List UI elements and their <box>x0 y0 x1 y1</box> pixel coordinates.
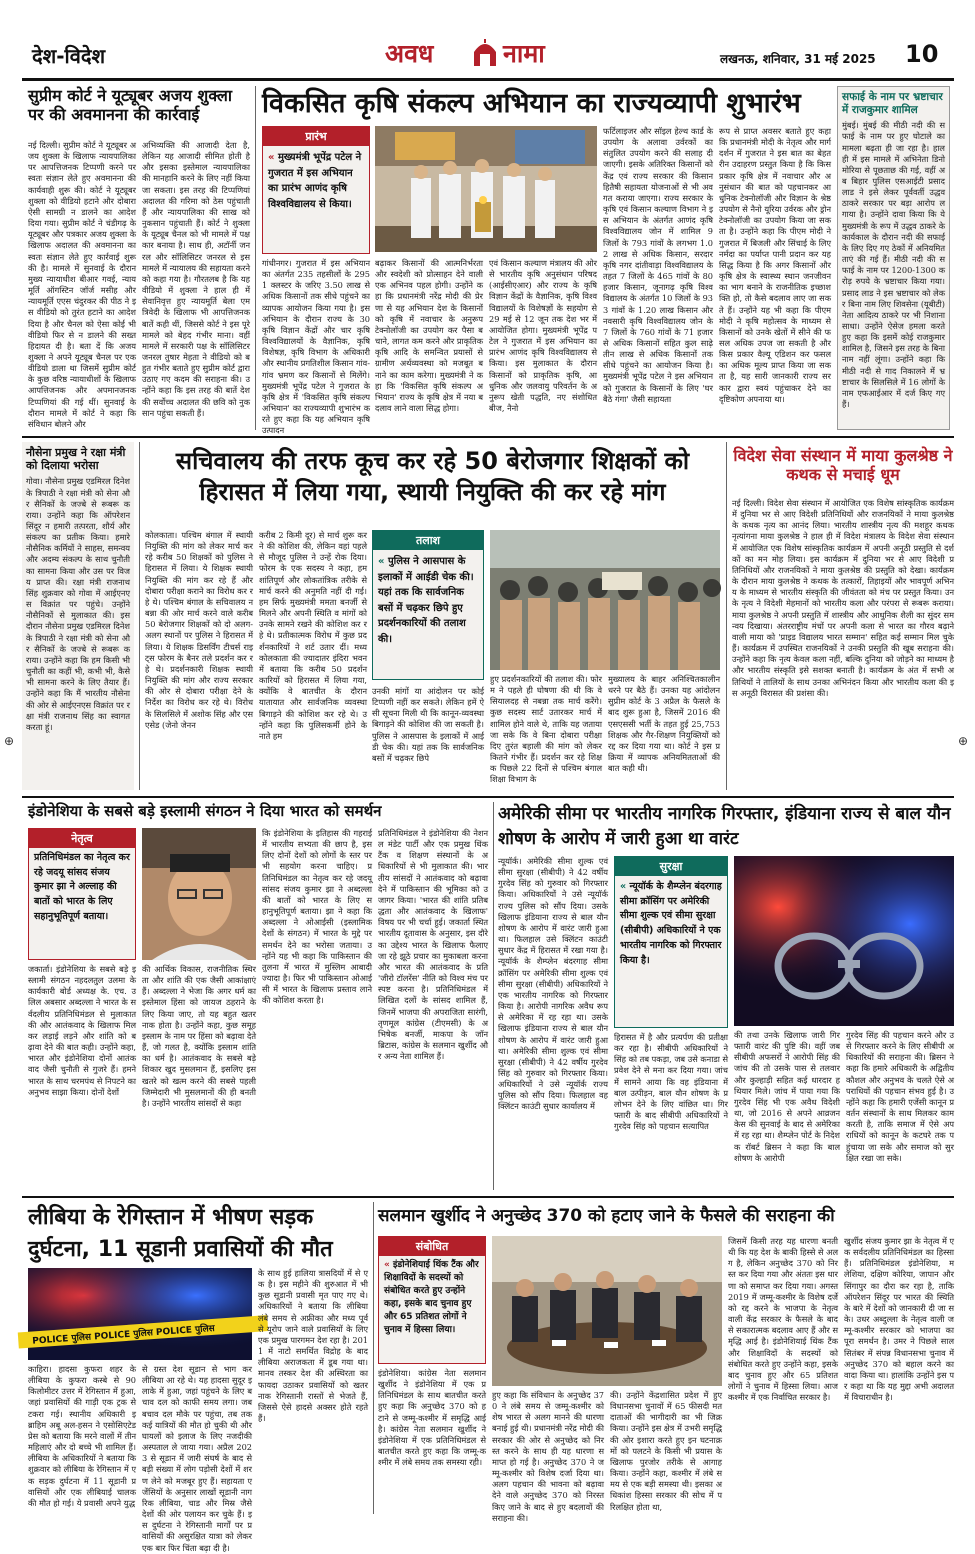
story2-quote: « मुख्यमंत्री भूपेंद्र पटेल ने गुजरात में इस अभियान का प्रारंभ आणंद कृषि विश्वविद्यालय से किया। <box>268 152 362 210</box>
story10-col5: खुर्शीद संजय कुमार झा के नेतृत्व में एक सर्वदलीय प्रतिनिधिमंडल का हिस्सा हैं। प्रतिनिधिमंडल इंडोनेशिया, मलेशिया, दक्षिण कोरिया, जापान और सिंगापुर का दौरा कर रहा है, ताकि ऑपरेशन सिंदूर पर भारत की स्थिति के बारे में देशों को जानकारी दी जा सके। उधर अब्दुल्ला के नेतृत्व वाली जम्मू-कश्मीर सरकार को भाजपा का पूरा समर्थन है। उमर ने पिछले साल सितंबर में संपन्न विधानसभा चुनाव में अनुच्छेद 370 को बहाल करने का वादा किया था। हालांकि उन्होंने इस पर कहा था कि यह मुद्दा अभी अदालत में विचाराधीन है। <box>844 1236 954 1403</box>
paper-logo-left: अवध <box>385 39 434 68</box>
story9-headline: लीबिया के रेगिस्तान में भीषण सड़क दुर्घटना, 11 सूडानी प्रवासियों की मौत <box>28 1205 333 1262</box>
registration-mark-icon: ⊕ <box>4 734 15 748</box>
story2-col3: एवं किसान कल्याण मंत्रालय की ओर से भारतीय कृषि अनुसंधान परिषद (आईसीएआर) और राज्य के कृषि विज्ञान केंद्रों के वैज्ञानिक, कृषि विश्वविद्यालयों के विशेषज्ञों के सहयोग से 29 मई से 12 जून तक देश भर में आयोजित होगा। मुख्यमंत्री भूपेंद्र पटेल ने गुजरात में इस अभियान का प्रारंभ आणंद कृषि विश्वविद्यालय से किया। इस मुलाकात के दौरान किसानों को प्राकृतिक कृषि, आधुनिक और जलवायु परिवर्तन के अनुरूप खेती पद्धति, नए संशोधित बीज, नैनो <box>489 258 597 414</box>
story2-box-label: प्रारंभ <box>263 127 369 146</box>
masthead <box>0 0 975 80</box>
story5-col4: हुए प्रदर्शनकारियों की तलाश की। फोरम ने पहले ही घोषणा की थी कि वे सियालदह से नबन्ना तक मार्च करेंगे। कुछ सदस्य सार्ट उतारकर मार्च में शामिल होने वाले थे, ताकि यह जताया जा सके कि वे बिना दोबारा परीक्षा दिए तुरंत बहाली की मांग को लेकर कितने गंभीर हैं। प्रदर्शन कर रहे शिक्षक पिछले 22 दिनों से पश्चिम बंगाल शिक्षा विभाग के <box>490 674 602 785</box>
story10-quote: « इंडोनेशियाई थिंक टैंक और शिक्षाविदों के सदस्यों को संबोधित करते हुए उन्होंने कहा, इसके बाद चुनाव हुए और 65 प्रतिशत लोगों ने चुनाव में हिस्सा लिया। <box>384 1260 479 1336</box>
story10-photo-meeting <box>492 1236 722 1386</box>
registration-mark-icon: ⊕ <box>958 734 969 748</box>
story7-col2: की आर्थिक विकास, राजनीतिक स्थिरता और शांति की एक जैसी आकांक्षाएं हैं। अब्दल्ला ने भेजा कि अगर धर्म का इस्तेमाल हिंसा को जायज ठहराने के लिए किया जाए, तो यह बहुत खतरनाक होता है। उन्होंने कहा, कुछ समूह इस्लाम के नाम पर हिंसा को बढ़ावा देते हैं, जो गलत है, क्योंकि इस्लाम शांति का धर्म है। आतंकवाद के सबसे बड़े शिकार खुद मुसलमान हैं, इसलिए इस खतरे को खत्म करने की सबसे पहली जिम्मेदारी भी मुसलमानों की ही बनती है। उन्होंने भारतीय सांसदों से कहा <box>142 964 256 1108</box>
divider <box>139 442 140 790</box>
story1-headline: सुप्रीम कोर्ट ने यूट्यूबर अजय शुक्ला पर की अवमानना की कार्रवाई <box>28 86 233 125</box>
story9-col2: से ग्रस्त देश सूडान से भाग कर लीबिया आ रहे थे। यह हादसा सुदूर इलाके में हुआ, जहां पहुंचने के लिए बचाव दल को काफी समय लगा। जब बचाव दल मौके पर पहुंचा, तब तक कई यात्रियों की मौत हो चुकी थी और घायलों को इलाज के लिए नजदीकी अस्पताल ले जाया गया। अप्रैल 2023 से सूडान में जारी संघर्ष के बाद से बड़ी संख्या में लोग पड़ोसी देशों में शरण लेने को मजबूर हुए हैं। सहायता एजेंसियों के अनुसार लाखों सूडानी नागरिक लीबिया, चाड और मिस्र जैसे देशों की ओर पलायन कर चुके हैं। इस दुर्घटना ने रेगिस्तानी मार्गों पर प्रवासियों की असुरक्षित यात्रा को लेकर एक बार फिर चिंता बढ़ा दी है। <box>142 1364 252 1553</box>
paper-logo <box>385 36 590 70</box>
story7-headline: इंडोनेशिया के सबसे बड़े इस्लामी संगठन ने दिया भारत को समर्थन <box>28 802 382 820</box>
story8-col2: हिरासत में है और प्रत्यर्पण की प्रतीक्षा कर रहा है। सीबीपी अधिकारियों ने सिंह को तब पकड़ा, जब उसे कनाडा से प्रवेश देने से मना कर दिया गया। जांच में सामने आया कि वह इंडियाना में बाल उत्पीड़न, बाल यौन शोषण के प्रलोभन देने के लिए वांछित था। गिरफ्तारी के बाद सीबीपी अधिकारियों ने गुरदेव सिंह को पहचान सत्यापित <box>614 1032 728 1132</box>
story6-text: नई दिल्ली। विदेश सेवा संस्थान में आयोजित एक विशेष सांस्कृतिक कार्यक्रम में दुनिया भर से आए विदेशी प्रतिनिधियों और राजनयिकों ने माया कुलश्रेष्ठ के कथक नृत्य का आनंद लिया। भारतीय शास्त्रीय नृत्य की मशहूर कथक नृत्यांगना माया कुलश्रेष्ठ ने हाल ही में विदेश मंत्रालय के विदेश सेवा संस्थान में आयोजित एक विशेष सांस्कृतिक कार्यक्रम में अपनी अनूठी प्रस्तुति से दर्शकों का मन मोह लिया। इस कार्यक्रम में दुनिया भर से आए विदेशी प्रतिनिधियों और राजनयिकों ने माया कुलश्रेष्ठ की प्रस्तुति को देखा। कार्यक्रम के दौरान माया कुलश्रेष्ठ ने कथक के तत्कारों, तिहाइयों और भावपूर्ण अभिनय के माध्यम से भारतीय संस्कृति की जीवंतता को मंच पर प्रस्तुत किया। उनके नृत्य ने विदेशी मेहमानों को भारतीय कला और परंपरा से रूबरू कराया। माया कुलश्रेष्ठ ने अपनी प्रस्तुति में शास्त्रीय और आधुनिक शैली का सुंदर समन्वय दिखाया। अंतरराष्ट्रीय मंचों पर अपनी कला से भारत का गौरव बढ़ाने वाली माया को 'प्राइड विद्यालय भारत सम्मान' सहित कई सम्मान मिल चुके हैं। कार्यक्रम में उपस्थित राजनयिकों ने उनकी प्रस्तुति की खूब सराहना की। उन्होंने कहा कि नृत्य केवल कला नहीं, बल्कि दुनिया को जोड़ने का माध्यम है और भारतीय संस्कृति इसे सशक्त बनाती है। कार्यक्रम के अंत में सभी अतिथियों ने तालियों के साथ उनका अभिनंदन किया और भारतीय कला की इस अनूठी विरासत की प्रशंसा की। <box>732 498 954 698</box>
quote-marks-icon: « <box>378 556 385 567</box>
story3-box <box>837 86 950 430</box>
story7-quote: प्रतिनिधिमंडल का नेतृत्व कर रहे जदयू सांसद संजय कुमार झा ने अल्लाह की बातों को भारत के लिए सहानुभूतिपूर्ण बताया। <box>34 852 130 922</box>
story4-headline: नौसेना प्रमुख ने रक्षा मंत्री को दिलाया भरोसा <box>26 446 126 473</box>
story7-col4: प्रतिनिधिमंडल ने इंडोनेशिया की नेशनल मंडेट पार्टी और एक प्रमुख थिंक टैंक व शिक्षण संस्थानों के अधिकारियों से भी मुलाकात की। भारतीय सांसदों ने आतंकवाद को बढ़ावा देने में पाकिस्तान की भूमिका को उजागर किया। 'भारत की शांति प्रतिबद्धता और आतंकवाद के खिलाफ' विषय पर भी चर्चा हुई। जकार्ता स्थित भारतीय दूतावास के अनुसार, इस दौरे का उद्देश्य भारत के खिलाफ फैलाए जा रहे झूठे प्रचार का मुकाबला करना और भारत की आतंकवाद के प्रति 'जीरो टॉलरेंस' नीति को विश्व मंच पर स्पष्ट करना है। प्रतिनिधिमंडल में लिखित दलों के सांसद शामिल हैं, जिनमें भाजपा की अपराजिता सारंगी, तृणमूल कांग्रेस (टीएमसी) के अभिषेक बनर्जी, माकपा के जॉन ब्रिटास, कांग्रेस के सलमान खुर्शीद और अन्य नेता शामिल हैं। <box>378 828 488 1062</box>
quote-marks-icon: « <box>268 152 275 163</box>
story1-col2: अभिव्यक्ति की आजादी देता है, लेकिन यह आजादी सीमित होती है और इसका इस्तेमाल न्यायपालिका की मानहानि करने के लिए नहीं किया जा सकता। इस तरह की टिप्पणियां अदालत की गरिमा को ठेस पहुंचाती हैं और न्यायपालिका की साख को नुकसान पहुंचाती हैं। कोर्ट ने शुक्ला के यूट्यूब चैनल को भी मामले में पक्षकार बनाया है। साथ ही, अटॉर्नी जनरल और सॉलिसिटर जनरल से इस मामले में न्यायालय की सहायता करने को कहा गया है। गौरतलब है कि यह वीडियो में शुक्ला ने हाल ही में सेवानिवृत्त हुए न्यायमूर्ति बेला एम त्रिवेदी के खिलाफ भी आपत्तिजनक बातें कही थीं, जिससे कोर्ट ने इस पूरे मामले को बेहद गंभीर माना। वहीं मामले में सरकारी पक्ष के सॉलिसिटर जनरल तुषार मेहता ने वीडियो को बहुत गंभीर बताते हुए सुप्रीम कोर्ट द्वारा उठाए गए कदम की सराहना की। उन्होंने कहा कि इस तरह की बातें देश की सर्वोच्च अदालत की छवि को नुकसान पहुंचा सकती हैं। <box>142 140 250 418</box>
story2-col2: बढ़ाकर किसानों की आत्मनिर्भरता और स्वदेशी को प्रोत्साहन देने वाली एक अभिनव पहल होगी। उन्होंने कहा कि प्रधानमंत्री नरेंद्र मोदी की प्रेरणा से यह अभियान देश के किसानों को कृषि में नवाचार के अनुरूप टेक्नोलॉजी का उपयोग कर पैसा बचाने, लागत कम करने और प्राकृतिक कृषि आदि के समन्वित प्रयासों से ग्रामीण अर्थव्यवस्था को मजबूत बनाने का काम करेगा। मुख्यमंत्री ने कहा कि 'विकसित कृषि संकल्प अभियान' राज्य के कृषि क्षेत्र में नया बदलाव लाने वाला सिद्ध होगा। <box>375 258 483 414</box>
story8-col4: गुरदेव सिंह की पहचान करने और उसे गिरफ्तार करने के लिए सीबीपी अधिकारियों की सराहना की। ब्रिसन ने कहा कि हमारे अधिकारी के अद्वितीय कौशल और अनुभव के चलते ऐसे अपराधियों की पहचान संभव हुई है। उन्होंने कहा कि हमारी एजेंसी कानून प्रवर्तन संस्थानों के साथ मिलकर काम करती है, ताकि समाज में ऐसे अपराधियों को कानून के कटघरे तक पहुंचाया जा सके और समाज को सुरक्षित रखा जा सके। <box>846 1030 954 1163</box>
divider <box>726 442 727 790</box>
story8-box-label: सुरक्षा <box>615 857 727 876</box>
quote-marks-icon: « <box>620 881 627 892</box>
row2-rule <box>22 796 954 798</box>
row3-rule <box>22 1196 954 1198</box>
paper-logo-right: नामा <box>503 39 545 68</box>
story5-photo-protest <box>490 530 720 670</box>
story7-col1: जकार्ता। इंडोनेशिया के सबसे बड़े इस्लामी संगठन नहदलतुल उलमा के कार्यकारी बोर्ड अध्यक्ष के. एच. उलिल अबसार अब्दल्ला ने भारत के सर्वदलीय प्रतिनिधिमंडल से मुलाकात की और आतंकवाद के खिलाफ मिलकर लड़ाई लड़ने और शांति को बढ़ावा देने की बात कही। उन्होंने कहा, भारत और इंडोनेशिया दोनों आतंकवाद जैसी चुनौती से गुजरे हैं। हमने भारत के साथ चरमपंथ से निपटने का अनुभव साझा किया। दोनों देशों <box>28 964 136 1097</box>
story5-quote: « पुलिस ने आसपास के इलाकों में आईडी चेक की। यहां तक कि सार्वजनिक बसों में चढ़कर छिपे हुए प्रदर्शनकारियों की तलाश की। <box>378 556 474 645</box>
story9-col3: के साथ हुई हालिया त्रासदियों में से एक है। इस महीने की शुरुआत में भी कुछ सूडानी प्रवासी मृत पाए गए थे। अधिकारियों ने बताया कि लीबिया लंबे समय से अफ्रीका और मध्य पूर्व से यूरोप जाने वाले प्रवासियों के लिए एक प्रमुख पारगमन देश रहा है। 2011 में नाटो समर्थित विद्रोह के बाद लीबिया अराजकता में डूब गया था। मानव तस्कर देश की अस्थिरता का फायदा उठाकर प्रवासियों को खतरनाक रेगिस्तानी रास्तों से भेजते हैं, जिससे ऐसे हादसे अक्सर होते रहते हैं। <box>258 1268 368 1424</box>
story5-col2: करीब 2 किमी दूर) से मार्च शुरू करने की कोशिश की, लेकिन वहां पहले से मौजूद पुलिस ने उन्हें रोक दिया। फोरम के एक सदस्य ने कहा, हम शांतिपूर्ण और लोकतांत्रिक तरीके से मार्च करने की अनुमति नहीं दी गई। हम सिर्फ मुख्यमंत्री ममता बनर्जी से मिलने और अपनी स्थिति व मांगों को उनके सामने रखने की कोशिश कर रहे थे। प्रतीकात्मक विरोध में कुछ प्रदर्शनकारियों ने शर्ट उतार दीं। मध्य कोलकाता की ज्यादातर इंदिरा भवन में बताया कि करीब 50 प्रदर्शनकारियों को हिरासत में लिया गया, क्योंकि वे बातचीत के दौरान यातायात और सार्वजनिक व्यवस्था बिगाड़ने की कोशिश कर रहे थे। उन्होंने कहा कि पुलिसकर्मी होने के नाते हम <box>259 530 367 741</box>
story2-headline: विकसित कृषि संकल्प अभियान का राज्यव्यापी शुभारंभ <box>262 88 801 119</box>
story7-box-label: नेतृत्व <box>29 829 135 848</box>
story2-col1: गांधीनगर। गुजरात में इस अभियान का अंतर्गत 235 तहसीलों के 2951 क्लस्टर के जरिए 3.50 लाख से अधिक किसानों तक सीधे पहुंचने का व्यापक आयोजन किया गया है। इस अभियान के दौरान राज्य के 30 कृषि विज्ञान केंद्रों और चार कृषि विश्वविद्यालयों के वैज्ञानिक, कृषि विशेषज्ञ, कृषि विभाग के अधिकारी और स्थानीय प्रगतिशील किसान गांव-गांव भ्रमण कर किसानों से मिलेंगे। मुख्यमंत्री भूपेंद्र पटेल ने गुजरात के कृषि क्षेत्र में 'विकसित कृषि संकल्प अभियान' का राज्यव्यापी शुभारंभ करते हुए कहा कि यह अभियान कृषि उत्पादन <box>262 258 370 436</box>
header-rule <box>22 78 954 81</box>
section-label: देश-विदेश <box>32 44 106 68</box>
story5-headline: सचिवालय की तरफ कूच कर रहे 50 बेरोजगार शिक्षकों को हिरासत में लिया गया, स्थायी नियुक्ति की कर रहे मांग <box>175 447 690 507</box>
story2-col5: रूप से प्राप्त अवसर बताते हुए कहा कि प्रधानमंत्री मोदी के नेतृत्व और मार्गदर्शन में गुजरात ने इस बात का बेहतरीन उदाहरण प्रस्तुत किया है कि किस प्रकार कृषि क्षेत्र में नवाचार और अनुसंधान की बात को पहचानकर आधुनिक टेक्नोलॉजी और विज्ञान के श्रेष्ठ उपयोग से नैनो यूरिया उर्वरक और ड्रोन टेक्नोलॉजी का उपयोग किया जा सकता है। उन्होंने कहा कि पीएम मोदी ने गुजरात में बिजली और सिंचाई के लिए नर्मदा का पर्याप्त पानी प्रदान कर यह सिद्ध किया है कि अगर किसानों और कृषि क्षेत्र के स्वास्थ्य स्थान जनजीवन का भाग बनाने के राजनीतिक इच्छाशक्ति हो, तो कैसे बदलाव लाए जा सकते हैं। उन्होंने यह भी कहा कि पीएम मोदी ने कृषि महोत्सव के माध्यम से किसानों को उनके खेतों में सीने की फसल अधिक उपज जा सकती है और किस प्रकार वैल्यू एडिशन कर फसल का अधिक मूल्य प्राप्त किया जा सकता है, यह सारी जानकारी राज्य सरकार द्वारा स्वयं पहुंचाकर देने का दृष्टिकोण अपनाया था। <box>719 126 831 404</box>
story5-col1: कोलकाता। पश्चिम बंगाल में स्थायी नियुक्ति की मांग को लेकर मार्च कर रहे करीब 50 शिक्षकों को पुलिस ने हिरासत में लिया। ये शिक्षक स्थायी नियुक्ति की मांग कर रहे हैं और दोबारा परीक्षा कराने का विरोध कर रहे थे। पश्चिम बंगाल के सचिवालय नबन्ना की ओर मार्च करने वाले करीब 50 बेरोजगार शिक्षकों को दो अलग-अलग स्थानों पर पुलिस ने हिरासत में लिया। ये शिक्षक डिसर्विंग टीचर्स राइट्स फोरम के बैनर तले प्रदर्शन कर रहे थे। प्रदर्शनकारी शिक्षक स्थायी नियुक्ति की मांग और राज्य सरकार की ओर से दोबारा परीक्षा देने के निर्देश का विरोध कर रहे थे। विरोध के सिलसिले में अशोक सिंह और एसएसेड (जेनो जेनन <box>145 530 253 730</box>
story8-col1: न्यूयॉर्क। अमेरिकी सीमा शुल्क एवं सीमा सुरक्षा (सीबीपी) ने 42 वर्षीय गुरदेव सिंह को गुरुवार को गिरफ्तार किया। अधिकारियों ने उसे न्यूयॉर्क राज्य पुलिस को सौंप दिया। उसके खिलाफ इंडियाना राज्य से बाल यौन शोषण के आरोप में वारंट जारी हुआ था। फिलहाल उसे क्लिंटन काउंटी सुधार केंद्र में हिरासत में रखा गया है। न्यूयॉर्क के शैम्प्लेन बंदरगाह सीमा क्रॉसिंग पर अमेरिकी सीमा शुल्क एवं सीमा सुरक्षा (सीबीपी) अधिकारियों ने एक भारतीय नागरिक को गिरफ्तार किया है। आरोपी नागरिक अवैध रूप से अमेरिका में रह रहा था। उसके खिलाफ इंडियाना राज्य से बाल यौन शोषण के आरोप में वारंट जारी हुआ था। अमेरिकी सीमा शुल्क एवं सीमा सुरक्षा (सीबीपी) ने 42 वर्षीय गुरदेव सिंह को गुरुवार को गिरफ्तार किया। अधिकारियों ने उसे न्यूयॉर्क राज्य पुलिस को सौंप दिया। फिलहाल वह क्लिंटन काउंटी सुधार कार्यालय में <box>498 856 608 1112</box>
story6-headline: विदेश सेवा संस्थान में माया कुलश्रेष्ठ ने कथक से मचाई धूम <box>733 446 953 485</box>
story5-col3: उनकी मांगों या आंदोलन पर कोई टिप्पणी नहीं कर सकते। लेकिन हमें ऐसी सूचना मिली थी कि कानून-व्यवस्था बिगाड़ने की कोशिश की जा सकती है। पुलिस ने आसपास के इलाकों में आईडी चेक की। यहां तक कि सार्वजनिक बसों में चढ़कर छिपे <box>372 686 484 763</box>
divider <box>373 1202 374 1514</box>
story9-col1: काहिरा। हादसा कुफरा शहर के लीबिया के कुफरा कस्बे से 90 किलोमीटर उत्तर में रेगिस्तान में हुआ, जहां प्रवासियों की गाड़ी एक ट्रक से टकरा गई। स्थानीय अधिकारी इब्राहिम अबू अल-हसन ने एसोसिएटेड प्रेस को बताया कि मरने वालों में तीन महिलाएं और दो बच्चे भी शामिल हैं। लीबिया के अधिकारियों ने बताया कि शुक्रवार को लीबिया के रेगिस्तान में एक सड़क दुर्घटना में 11 सूडानी प्रवासियों और एक लीबियाई चालक की मौत हो गई। ये प्रवासी अपने युद्ध <box>28 1364 136 1508</box>
story7-photo-leader <box>142 828 256 960</box>
story10-quote-box <box>378 1236 486 1364</box>
quote-marks-icon: « <box>384 1260 390 1270</box>
story7-quote-box <box>28 828 136 960</box>
story5-quote-box <box>372 530 484 680</box>
story7-col3: कि इंडोनेशिया के इतिहास की गहराई में भारतीय सभ्यता की छाप है, इसलिए दोनों देशों को लोगों के स्तर पर भी सहयोग करना चाहिए। प्रतिनिधिमंडल का नेतृत्व कर रहे जदयू सांसद संजय कुमार झा ने अब्दल्ला की बातों को भारत के लिए सहानुभूतिपूर्ण बताया। झा ने कहा कि अब्दल्ला ने ओआईसी (इस्लामिक देशों के संगठन) में भारत के मुद्दे पर समर्थन देने का भरोसा जताया। उन्होंने यह भी कहा कि पाकिस्तान की तुलना में भारत में मुस्लिम आबादी ज्यादा है। फिर भी पाकिस्तान ओआईसी में भारत के खिलाफ प्रस्ताव लाने की कोशिश करता है। <box>262 828 372 1006</box>
page-number: 10 <box>905 40 939 68</box>
story3-text: मुंबई। मुंबई की मीठी नदी की सफाई के नाम पर हुए घोटाले का मामला बढ़ता ही जा रहा है। हाल ही में इस मामले में अभिनेता डिनो मोरिया से पूछताछ की गई, वहीं अब बिहार पुलिस एसआईटी प्रसाद लाड ने इसे लेकर पूर्ववर्ती उद्धव ठाकरे सरकार पर बड़ा आरोप लगाया है। उन्होंने दावा किया कि ये मुख्यमंत्री के रूप में उद्धव ठाकरे के कार्यकाल के दौरान नदी की सफाई के लिए दिए गए ठेकों में अनियमितताएं की गई हैं। मीठी नदी की सफाई के नाम पर 1200-1300 करोड़ रुपये के भ्रष्टाचार किया गया। प्रसाद लाड ने इस भ्रष्टाचार को लेकर बिना नाम लिए शिवसेना (यूबीटी) नेता आदित्य ठाकरे पर भी निशाना साधा। उन्होंने ऐसेज हमला करते हुए कहा कि इसमें कोई राजकुमार शामिल है, जिसने इस तरह के बिना नाम नहीं लूंगा। उन्होंने कहा कि मीठी नदी से गाद निकालने में भ्रष्टाचार के सिलसिले में 16 लोगों के नाम एफआईआर में दर्ज किए गए हैं। <box>842 120 945 410</box>
story5-box-label: तलाश <box>373 531 483 550</box>
story10-headline: सलमान खुर्शीद ने अनुच्छेद 370 को हटाए जाने के फैसले की सराहना की <box>378 1206 835 1226</box>
story2-photo-inauguration <box>375 126 597 252</box>
story10-col4: जिसमें किसी तरह यह धारणा बनती थी कि यह देश के बाकी हिस्से से अलग है, लेकिन अनुच्छेद 370 को निरस्त कर दिया गया और अंततः इस धारणा को समाप्त कर दिया गया। अगस्त 2019 में जम्मू-कश्मीर के विशेष दर्जे को रद्द करने के भाजपा के नेतृत्व वाली केंद्र सरकार के फैसले के बाद से सकारात्मक बदलाव आए हैं और समृद्धि आई है। इंडोनेशियाई थिंक टैंक और शिक्षाविदों के सदस्यों को संबोधित करते हुए उन्होंने कहा, इसके बाद चुनाव हुए और 65 प्रतिशत लोगों ने चुनाव में हिस्सा लिया। आज कश्मीर में एक निर्वाचित सरकार है। <box>728 1236 838 1403</box>
story8-headline: अमेरिकी सीमा पर भारतीय नागरिक गिरफ्तार, इंडियाना राज्य से बाल यौन शोषण के आरोप में जारी हुआ था वारंट <box>498 804 951 849</box>
story8-quote: « न्यूयॉर्क के शैम्प्लेन बंदरगाह सीमा क्रॉसिंग पर अमेरिकी सीमा शुल्क एवं सीमा सुरक्षा (सीबीपी) अधिकारियों ने एक भारतीय नागरिक को गिरफ्तार किया है। <box>620 881 722 966</box>
story2-col4: फर्टिलाइजर और सॉइल हेल्थ कार्ड के उपयोग के अलावा उर्वरकों का संतुलित उपयोग करने की सलाह दी जाएगी। इसके अतिरिक्त किसानों को केंद्र एवं राज्य सरकार की किसान हितैषी सहायता योजनाओं से भी अवगत कराया जाएगा। राज्य सरकार के कृषि एवं किसान कल्याण विभाग ने इस अभियान के अंतर्गत आणंद कृषि विश्वविद्यालय जोन में शामिल 9 जिलों के 793 गांवों के लगभग 1.02 लाख से अधिक किसान, सरदार कृषि नगर दांतीवाड़ा विश्वविद्यालय के तहत 7 जिलों के 465 गांवों के 80 हजार किसान, जूनागढ़ कृषि विश्वविद्यालय के अंतर्गत 10 जिलों के 933 गांवों के 1.20 लाख किसान और नवसारी कृषि विश्वविद्यालय जोन के 7 जिलों के 760 गांवों के 71 हजार से अधिक किसानों सहित कुल साढ़े तीन लाख से अधिक किसानों तक सीधे पहुंचने का आयोजन किया है। मुख्यमंत्री भूपेंद्र पटेल ने इस अभियान को गुजरात के किसानों के लिए 'घर बैठे गंगा' जैसी सहायता <box>603 126 713 404</box>
divider <box>255 86 256 430</box>
dateline: लखनऊ, शनिवार, 31 मई 2025 <box>720 52 876 66</box>
story10-col1: इंडोनेशिया। कांग्रेस नेता सलमान खुर्शीद ने इंडोनेशिया में एक प्रतिनिधिमंडल के साथ बातचीत करते हुए कहा कि अनुच्छेद 370 को हटाने से जम्मू-कश्मीर में समृद्धि आई है। कांग्रेस नेता सलमान खुर्शीद ने इंडोनेशिया में एक प्रतिनिधिमंडल से बातचीत करते हुए कहा कि जम्मू-कश्मीर में लंबे समय तक समस्या रही। <box>378 1368 486 1468</box>
story2-quote-box <box>262 126 370 254</box>
story4-box <box>22 442 134 790</box>
story4-text: गोवा। नौसेना प्रमुख एडमिरल दिनेश के त्रिपाठी ने रक्षा मंत्री को सेना और सैनिकों के जज्बे से रूबरू कराया। उन्होंने कहा कि ऑपरेशन सिंदूर न हमारी तत्परता, शौर्य और संकल्प का प्रतीक किया। हमारे नौसैनिक कर्मियों ने साहस, समन्वय और अदम्य संकल्प के साथ चुनौती का सामना किया और उस पर विजय प्राप्त की। रक्षा मंत्री राजनाथ सिंह शुक्रवार को गोवा में आईएनएस विक्रांत पर पहुंचे। उन्होंने नौसैनिकों से मुलाकात की। इस दौरान नौसेना प्रमुख एडमिरल दिनेश के त्रिपाठी ने रक्षा मंत्री को सेना और सैनिकों के जज्बे से रूबरू कराया। उन्होंने कहा कि हम किसी भी चुनौती का कहीं भी, कभी भी, कैसे भी सामना करने के लिए तैयार हैं। उन्होंने कहा कि मैं भारतीय नौसेना की ओर से आईएनएस विक्रांत पर रक्षा मंत्री राजनाथ सिंह का स्वागत करता हूं। <box>26 476 130 732</box>
story9-photo-police-tape <box>28 1268 252 1360</box>
police-tape-text: POLICE पुलिस POLICE पुलिस POLICE पुलिस <box>32 1323 216 1347</box>
story8-col3: की तथा उनके खिलाफ जारी गिरफ्तारी वारंट की पुष्टि की। वहीं जब सीबीपी अफसरों ने आरोपी सिंह की जांच की तो उसके पास से तलवार और कुल्हाड़ी सहित कई धारदार हथियार मिले। जांच में पाया गया कि गुरदेव सिंह भी एक अवैध विदेशी था, जो 2016 से अपने आव्रजन केस की सुनवाई के बाद से अमेरिका में रह रहा था। शैम्प्लेन पोर्ट के निदेशक रॉबर्ट ब्रिसन ने कहा कि बाल शोषण के आरोपी <box>734 1030 840 1163</box>
story10-box-label: संबोधित <box>379 1237 485 1256</box>
divider <box>493 802 494 1190</box>
story5-col5: मुख्यालय के बाहर अनिश्चितकालीन धरने पर बैठे हैं। उनका यह आंदोलन सुप्रीम कोर्ट के 3 अप्रैल के फैसले के बाद शुरू हुआ है, जिसमें 2016 की एसएससी भर्ती के तहत हुई 25,753 शिक्षक और गैर-शिक्षण नियुक्तियों को रद्द कर दिया गया था। कोर्ट ने इस प्रक्रिया में व्यापक अनियमितताओं की बात कही थी। <box>608 674 720 774</box>
story1-col1: नई दिल्ली। सुप्रीम कोर्ट ने यूट्यूबर अजय शुक्ला के खिलाफ न्यायपालिका पर आपत्तिजनक टिप्पणी करने पर स्वतः संज्ञान लेते हुए अवमानना की कार्यवाही शुरू की। कोर्ट ने यूट्यूबर शुक्ला को वीडियो हटाने और दोबारा ऐसी सामग्री न डालने का आदेश दिया गया। सुप्रीम कोर्ट ने चंडीगढ़ के यूट्यूबर और पत्रकार अजय शुक्ला के खिलाफ अदालत की अवमानना का स्वतः संज्ञान लेते हुए कार्रवाई शुरू की है। मामले में सुनवाई के दौरान मुख्य न्यायाधीश बीआर गवई, न्यायमूर्ति ऑगस्टिन जॉर्ज मसीह और न्यायमूर्ति एएस चंदुरकर की पीठ ने इस वीडियो को तुरंत हटाने का आदेश दिया है और चैनल को ऐसा कोई भी वीडियो फिर से न डालने की सख्त हिदायत दी है। बता दें कि अजय शुक्ला ने अपने यूट्यूब चैनल पर एक वीडियो डाला था जिसमें सुप्रीम कोर्ट के कुछ वरिष्ठ न्यायाधीशों के खिलाफ आपत्तिजनक और अपमानजनक टिप्पणियां की गई थीं। सुनवाई के दौरान मामले में कोर्ट ने कहा कि संविधान बोलने और <box>28 140 136 429</box>
story8-quote-box <box>614 856 728 1028</box>
logo-dome-icon <box>471 38 499 68</box>
row1-rule <box>22 436 954 438</box>
story8-photo-handcuffs <box>734 856 954 1026</box>
story10-col3: की। उन्होंने केंद्रशासित प्रदेश में हुए विधानसभा चुनावों में 65 फीसदी मतदाताओं की भागीदारी का भी जिक्र किया। उन्होंने इस क्षेत्र में उभरी समृद्धि की ओर इशारा करते हुए इन घटनाक्रमों को पलटने के किसी भी प्रयास के खिलाफ पुरजोर तरीके से आगाह किया। उन्होंने कहा, कश्मीर में लंबे समय से एक बड़ी समस्या थी। इसका अधिकांश हिस्सा सरकार की सोच में परिलक्षित होता था, <box>610 1390 722 1512</box>
story3-headline: सफाई के नाम पर भ्रष्टाचार में राजकुमार शामिल <box>842 91 943 116</box>
story10-col2: हुए कहा कि संविधान के अनुच्छेद 370 ने लंबे समय से जम्मू-कश्मीर को शेष भारत से अलग मानने की धारणा बनाई हुई थी। प्रधानमंत्री नरेंद्र मोदी की सरकार की ओर से अनुच्छेद को निरस्त करने के साथ ही यह धारणा समाप्त हो गई है। अनुच्छेद 370 ने जम्मू-कश्मीर को विशेष दर्जा दिया था। अलग पहचान की भावना को बढ़ावा देने वाले अनुच्छेद 370 को निरस्त किए जाने के बाद से हुए बदलावों की सराहना की। <box>492 1390 604 1523</box>
